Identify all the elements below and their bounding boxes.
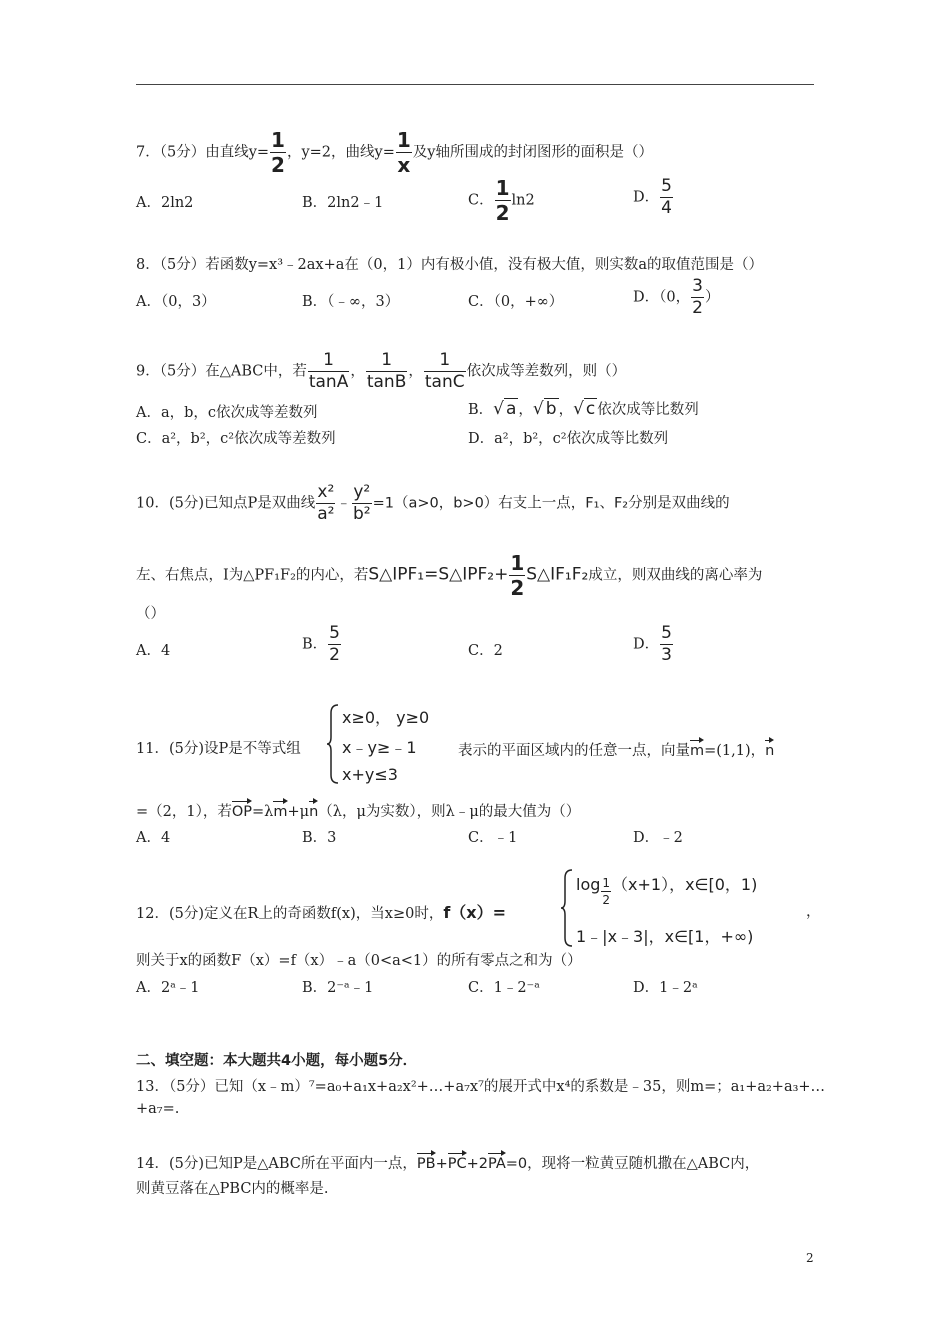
inequality-3: x+y≤3: [342, 765, 398, 784]
question-13-line2: +a₇=.: [136, 1101, 180, 1117]
fraction: $\frac{1}{2}$: [271, 128, 285, 177]
option-b: B．2⁻ᵃ﹣1: [302, 980, 374, 996]
question-10-line2: 左、右焦点，I为△PF₁F₂的内心，若S△IPF₁=S△IPF₂+ $\frac{1}{2}$ S△IF₁F₂成立，则双曲线的离心率为: [136, 551, 763, 600]
question-8-stem: 8．（5分）若函数y=x³﹣2ax+a在（0，1）内有极小值，没有极大值，则实数a的取值范围是（）: [136, 257, 763, 273]
question-11-stem-a: 11．(5分)设P是不等式组: [136, 741, 301, 757]
option-d: D．﹣2: [633, 830, 683, 846]
question-14-line2: 则黄豆落在△PBC内的概率是.: [136, 1181, 329, 1197]
inequality-1: x≥0， y≥0: [342, 708, 430, 727]
option-b: B．2ln2﹣1: [302, 195, 384, 211]
option-b: B．3: [302, 830, 337, 846]
option-a: A．4: [136, 830, 171, 846]
left-brace: [560, 868, 574, 948]
question-13-line1: 13．（5分）已知（x﹣m）⁷=a₀+a₁x+a₂x²+…+a₇x⁷的展开式中x⁴的系数是﹣35，则m=；a₁+a₂+a₃+…: [136, 1079, 826, 1095]
question-7-stem: 7．（5分）由直线y= $\frac{1}{2}$ ，y=2，曲线y= $\frac{1}{x}$ 及y轴所围成的封闭图形的面积是（）: [136, 128, 654, 177]
header-rule: [136, 84, 814, 85]
option-c: C．2: [468, 643, 503, 659]
question-11-line2: =（2，1），若OP=λm+μn（λ，μ为实数），则λ﹣μ的最大值为（）: [136, 798, 580, 821]
question-10-stem: 10．(5分)已知点P是双曲线 $\frac{\text{x²}}{\text{a²}}$ ﹣ $\frac{\text{y²}}{\text{b²}}$ =1（a>0，b>0）右支上一点，F₁、F₂分别是双曲线的: [136, 482, 730, 524]
option-d: D． $\frac{5}{4}$: [633, 176, 672, 218]
question-14-stem: 14．(5分)已知P是△ABC所在平面内一点，PB+PC+2PA=0，现将一粒黄豆随机撒在△ABC内，: [136, 1150, 759, 1173]
inequality-2: x﹣y≥﹣1: [342, 738, 417, 757]
comma: ，: [806, 904, 821, 920]
fraction: $\frac{1}{x}$: [396, 128, 411, 177]
option-d: D． $\frac{5}{3}$: [633, 623, 672, 665]
option-d: D．（0， $\frac{3}{2}$ ）: [633, 276, 720, 318]
section-heading: 二、填空题：本大题共4小题，每小题5分．: [136, 1053, 418, 1069]
page-number: 2: [806, 1251, 814, 1265]
option-a: A．4: [136, 643, 171, 659]
question-11-stem-b: 表示的平面区域内的任意一点，向量m=(1,1)，n: [458, 737, 774, 760]
question-10-line3: （）: [136, 606, 165, 622]
option-c: C．1﹣2⁻ᵃ: [468, 980, 540, 996]
option-b: B． $\frac{5}{2}$: [302, 623, 340, 665]
question-9-stem: 9．（5分）在△ABC中，若 $\frac{1}{\tan A}$ ， $\frac{1}{\tan B}$ ， $\frac{1}{\tan C}$ 依次成等差数列，则（）: [136, 350, 627, 392]
question-12-line2: 则关于x的函数F（x）=f（x）﹣a（0<a<1）的所有零点之和为（）: [136, 953, 582, 969]
left-brace: [326, 703, 340, 785]
option-a: A．a，b，c依次成等差数列: [136, 405, 318, 421]
option-a: A．（0，3）: [136, 294, 216, 310]
option-d: D．1﹣2ᵃ: [633, 980, 698, 996]
option-a: A．2ln2: [136, 195, 194, 211]
option-c: C． $\frac{1}{2}$ ln2: [468, 176, 535, 225]
option-c: C．a²，b²，c²依次成等差数列: [136, 431, 336, 447]
option-d: D．a²，b²，c²依次成等比数列: [468, 431, 669, 447]
question-12-stem: 12．(5分)定义在R上的奇函数f(x)，当x≥0时，f（x）=: [136, 903, 507, 922]
option-b: B．√ a ，√ b ，√ c 依次成等比数列: [468, 399, 699, 419]
piece-1: log $\frac{1}{2}$ （x+1），x∈[0，1): [576, 875, 758, 907]
option-a: A．2ᵃ﹣1: [136, 980, 200, 996]
option-c: C．﹣1: [468, 830, 518, 846]
option-c: C．（0，+∞）: [468, 294, 564, 310]
option-b: B．（﹣∞，3）: [302, 294, 400, 310]
piece-2: 1﹣|x﹣3|，x∈[1，+∞): [576, 927, 754, 946]
